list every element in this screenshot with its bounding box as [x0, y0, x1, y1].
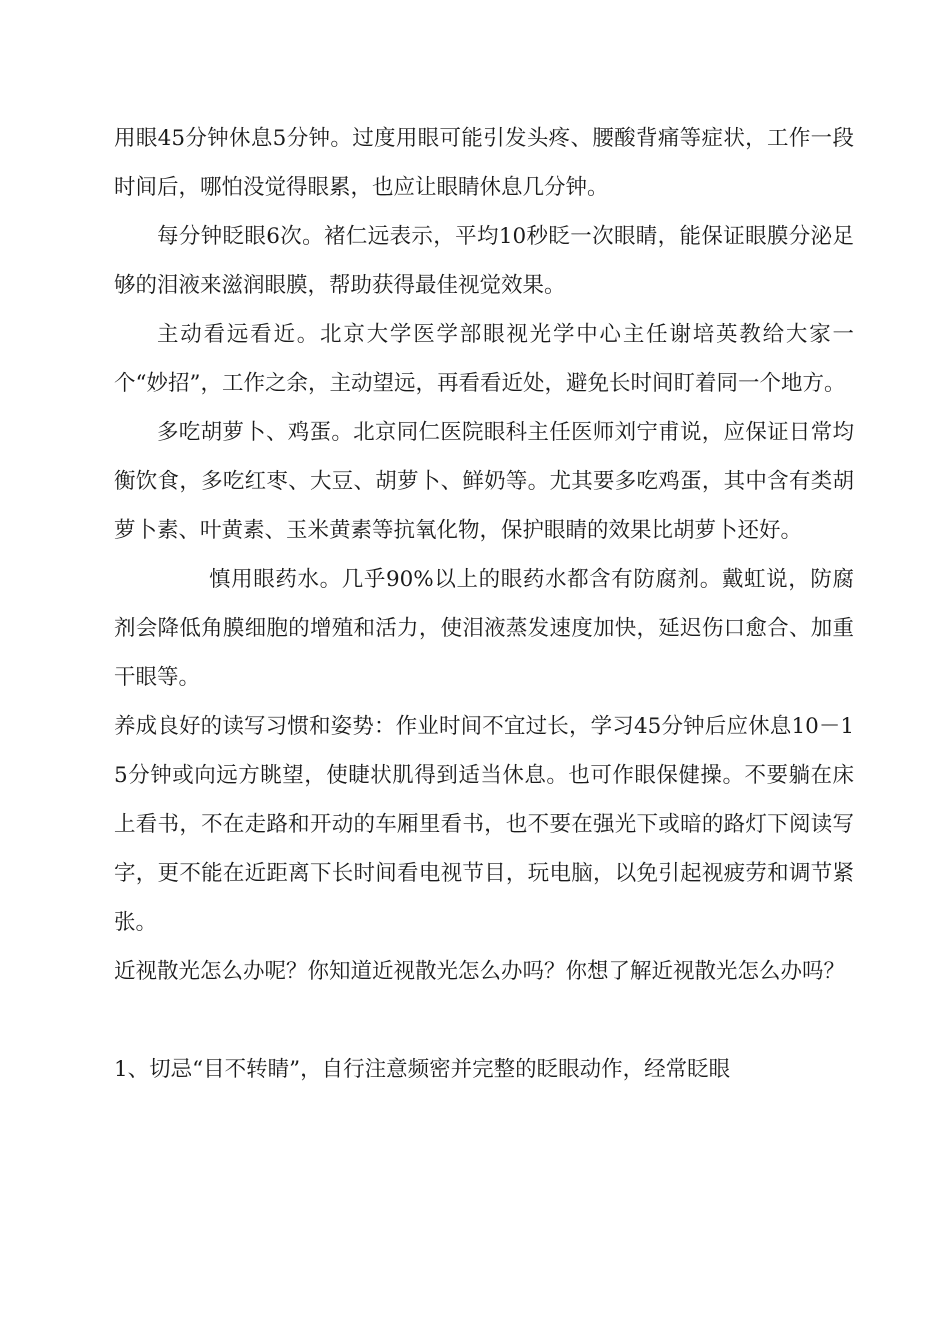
paragraph-eye-drops: 慎用眼药水。几乎90%以上的眼药水都含有防腐剂。戴虹说，防腐剂会降低角膜细胞的增殖和活力，使泪液蒸发速度加快，延迟伤口愈合、加重干眼等。	[114, 567, 854, 690]
paragraph-blink-rate: 每分钟眨眼6次。褚仁远表示，平均10秒眨一次眼睛，能保证眼膜分泌足够的泪液来滋润眼膜，帮助获得最佳视觉效果。	[114, 224, 854, 298]
paragraph-rest-interval: 用眼45分钟休息5分钟。过度用眼可能引发头疼、腰酸背痛等症状，工作一段时间后，哪怕没觉得眼累，也应让眼睛休息几分钟。	[114, 126, 854, 200]
paragraph-diet: 多吃胡萝卜、鸡蛋。北京同仁医院眼科主任医师刘宁甫说，应保证日常均衡饮食，多吃红枣、大豆、胡萝卜、鲜奶等。尤其要多吃鸡蛋，其中含有类胡萝卜素、叶黄素、玉米黄素等抗氧化物，保护眼睛的效果比胡萝卜还好。	[114, 420, 854, 543]
paragraph-look-far-near: 主动看远看近。北京大学医学部眼视光学中心主任谢培英教给大家一个“妙招”，工作之余，主动望远，再看看近处，避免长时间盯着同一个地方。	[114, 322, 854, 396]
paragraph-reading-habits: 养成良好的读写习惯和姿势：作业时间不宜过长，学习45分钟后应休息10－15分钟或向远方眺望，使睫状肌得到适当休息。也可作眼保健操。不要躺在床上看书，不在走路和开动的车厢里看书，也不要在强光下或暗的路灯下阅读写字，更不能在近距离下长时间看电视节目，玩电脑，以免引起视疲劳和调节紧张。	[114, 714, 854, 935]
paragraph-astigmatism-question: 近视散光怎么办呢？你知道近视散光怎么办吗？你想了解近视散光怎么办吗？	[114, 959, 846, 984]
paragraph-tip-1: 1、切忌“目不转睛”，自行注意频密并完整的眨眼动作，经常眨眼	[114, 1057, 731, 1082]
blank-line	[114, 996, 854, 1045]
document-page	[114, 114, 854, 1094]
